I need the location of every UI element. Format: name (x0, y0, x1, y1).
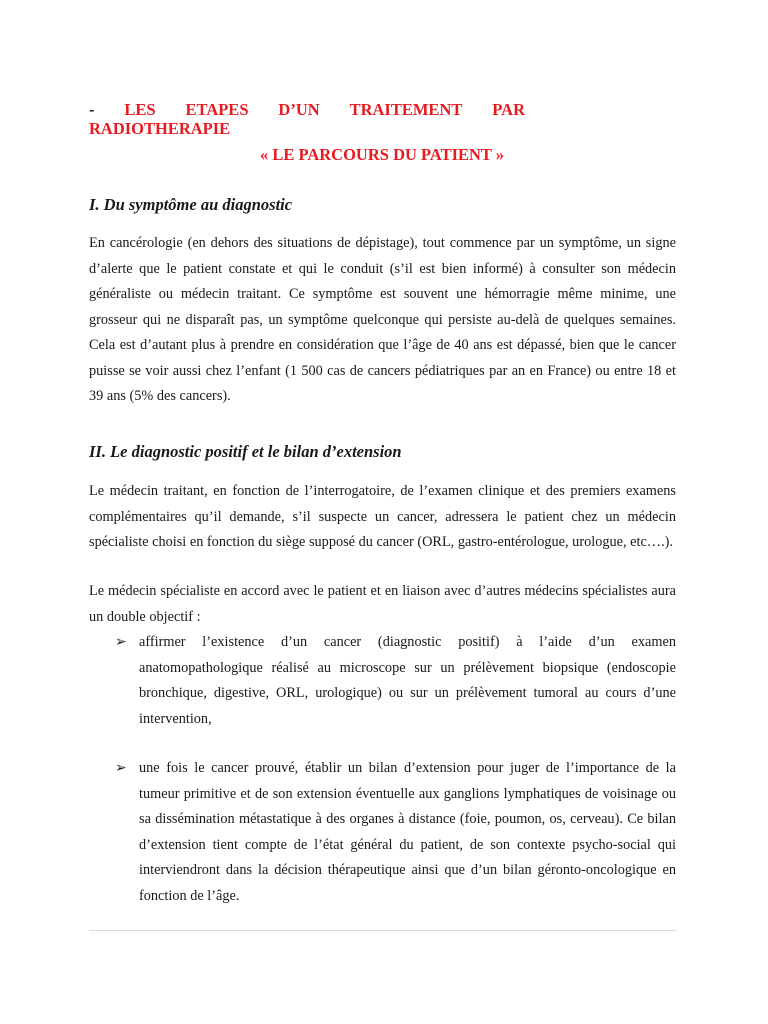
section-2-paragraph-1: Le médecin traitant, en fonction de l’interrogatoire, de l’examen clinique et des premiers examens complémentaires qu’il demande, s’il suspecte un cancer, adressera le patient chez un médecin spécialiste choisi en fonction du siège supposé du cancer (ORL, gastro-entérologue, urologue, etc….). (89, 483, 676, 550)
arrow-bullet-icon: ➢ (115, 761, 127, 776)
section-1-paragraph: En cancérologie (en dehors des situations de dépistage), tout commence par un symptôme, un signe d’alerte que le patient constate et qui le conduit (s’il est bien informé) à consulter son médecin généraliste ou médecin traitant. Ce symptôme est souvent une hémorragie même minime, une grosseur qui ne disparaît pas, un symptôme quelconque qui persiste au-delà de quelques semaines. Cela est d’autant plus à prendre en considération que l’âge de 40 ans est dépassé, bien que le cancer puisse se voir aussi chez l’enfant (1 500 cas de cancers pédiatriques par an en France) ou entre 18 et 39 ans (5% des cancers). (89, 235, 676, 404)
title-word: PAR (492, 100, 525, 119)
title-line-2: RADIOTHERAPIE (89, 119, 231, 138)
title-word: TRAITEMENT (349, 100, 463, 119)
title-word: D’UN (278, 100, 320, 119)
document-title (89, 100, 525, 138)
title-line-1 (89, 100, 525, 119)
title-word: ETAPES (185, 100, 249, 119)
title-dash: - (89, 100, 95, 119)
list-item-text: une fois le cancer prouvé, établir un bilan d’extension pour juger de l’importance de la tumeur primitive et de son extension éventuelle aux ganglions lymphatiques de voisinage ou sa dissémination métastatique à des organes à distance (foie, poumon, os, cerveau). Ce bilan d’extension tient compte de l’état général du patient, de son contexte psycho-social qui interviendront dans la décision thérapeutique ainsi que d’un bilan géronto-oncologique en fonction de l’âge. (139, 760, 676, 904)
title-word: LES (124, 100, 156, 119)
list-item (115, 630, 676, 732)
list-item (115, 756, 676, 909)
section-1-heading: I. Du symptôme au diagnostic (89, 195, 293, 214)
section-2-paragraph-2: Le médecin spécialiste en accord avec le patient et en liaison avec d’autres médecins spécialistes aura un double objectif : (89, 583, 676, 625)
section-2-heading: II. Le diagnostic positif et le bilan d’extension (89, 442, 402, 461)
footer-divider (89, 930, 676, 931)
arrow-bullet-icon: ➢ (115, 635, 127, 650)
document-subtitle: « LE PARCOURS DU PATIENT » (259, 145, 504, 164)
list-item-text: affirmer l’existence d’un cancer (diagnostic positif) à l’aide d’un examen anatomopathologique réalisé au microscope sur un prélèvement biopsique (endoscopie bronchique, digestive, ORL, urologique) ou sur un prélèvement tumoral au cours d’une intervention, (139, 634, 676, 727)
